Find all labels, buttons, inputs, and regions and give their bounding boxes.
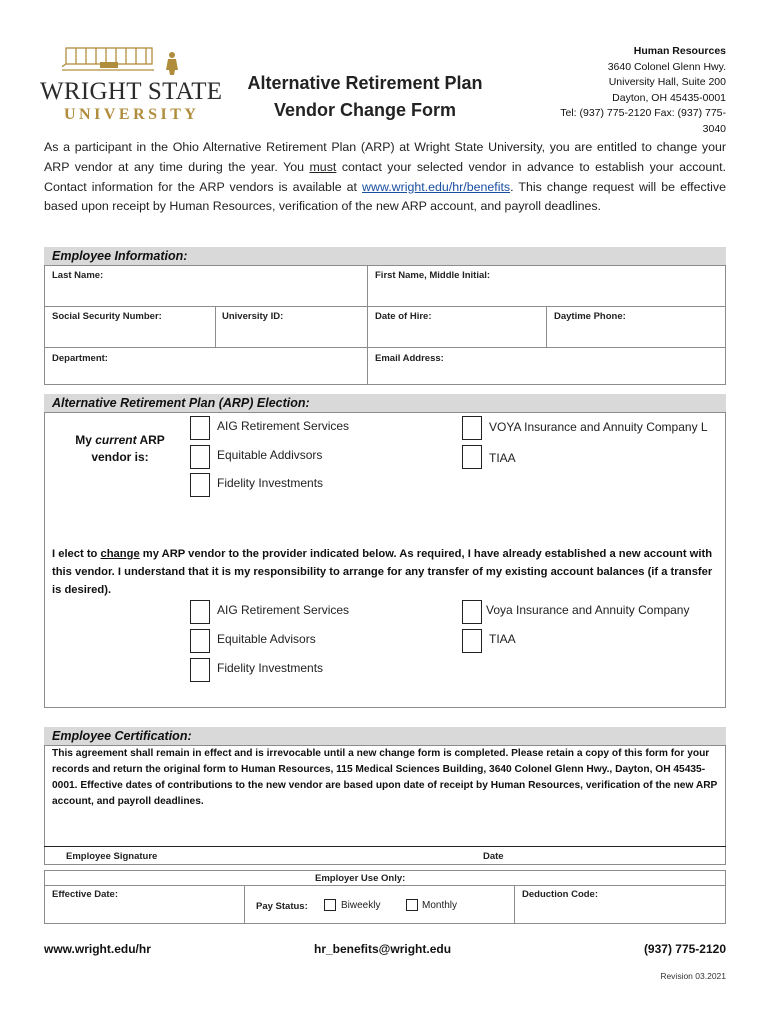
pay-status-label: Pay Status: [256,901,308,912]
date-of-hire-field[interactable]: Date of Hire: [375,311,432,322]
change-text-1: I elect to [52,548,101,560]
footer-phone: (937) 775-2120 [643,942,726,956]
divider [44,885,726,886]
current-vendor-label [56,432,184,466]
new-voya-label: Voya Insurance and Annuity Company [486,603,690,617]
current-equitable-checkbox[interactable] [190,445,210,469]
hr-street: 3640 Colonel Glenn Hwy. [607,60,726,73]
ssn-field[interactable]: Social Security Number: [52,311,162,322]
revision-label: Revision 03.2021 [660,971,726,981]
current-fidelity-label: Fidelity Investments [217,476,324,490]
hr-address-block [486,44,726,138]
current-post: ARP [136,433,165,447]
biweekly-checkbox[interactable] [324,899,336,911]
divider [244,885,245,924]
change-text-2: my ARP vendor to the provider indicated below. As required, I have already established a new account with this vendor. I understand that it is my responsibility to arrange for any transfer of my existing account balances (if a transfer is desired). [52,548,713,596]
footer-website[interactable]: www.wright.edu/hr [44,942,151,956]
first-name-field[interactable]: First Name, Middle Initial: [375,270,491,281]
hr-phone-fax: Tel: (937) 775-2120 Fax: (937) 775- [560,107,726,120]
employee-info-box [44,265,726,385]
employee-info-heading: Employee Information: [44,247,726,265]
current-pre: My [75,433,96,447]
new-aig-checkbox[interactable] [190,600,210,624]
current-em: current [95,433,137,447]
intro-paragraph [44,138,726,217]
hr-name: Human Resources [633,45,726,57]
new-equitable-checkbox[interactable] [190,629,210,653]
current-fidelity-checkbox[interactable] [190,473,210,497]
title-line-1: Alternative Retirement Plan [247,73,483,93]
last-name-field[interactable]: Last Name: [52,270,104,281]
new-equitable-label: Equitable Advisors [217,632,316,646]
daytime-phone-field[interactable]: Daytime Phone: [554,311,626,322]
current-tiaa-checkbox[interactable] [462,445,482,469]
hr-fax-cont: 3040 [702,122,726,135]
deduction-code-field[interactable]: Deduction Code: [522,889,598,900]
footer-email[interactable]: hr_benefits@wright.edu [314,942,452,956]
change-word: change [100,548,140,560]
certification-text: This agreement shall remain in effect and is irrevocable until a new change form is completed. Please retain a copy of this form for your records and return the original form to Human Resources, 115 Medical Sciences Building, 3640 Colonel Glenn Hwy., Dayton, OH 45435-0001. Effective dates of contributions to the new vendor are based upon date of receipt by Human Resources, verification of the new ARP account, and payroll deadlines. [52,748,718,807]
hr-city: Dayton, OH 45435-0001 [612,91,726,104]
change-statement [52,545,722,599]
divider [546,306,547,347]
current-aig-label: AIG Retirement Services [217,419,350,433]
current-voya-label: VOYA Insurance and Annuity Company L [489,420,708,434]
employee-signature-field[interactable]: Employee Signature [66,851,158,862]
divider [514,885,515,924]
wright-flyer-icon [62,42,192,76]
certification-heading: Employee Certification: [44,727,726,745]
divider [367,265,368,385]
current-aig-checkbox[interactable] [190,416,210,440]
new-fidelity-checkbox[interactable] [190,658,210,682]
signature-date-field[interactable]: Date [483,851,504,862]
department-field[interactable]: Department: [52,353,108,364]
logo-wordmark: WRIGHT STATE [40,78,223,105]
logo-university: UNIVERSITY [64,106,200,123]
signature-line [44,846,726,847]
effective-date-field[interactable]: Effective Date: [52,889,118,900]
title-line-2: Vendor Change Form [273,100,457,120]
monthly-label: Monthly [422,900,458,911]
new-aig-label: AIG Retirement Services [217,603,350,617]
university-id-field[interactable]: University ID: [222,311,284,322]
wright-state-logo [40,42,223,126]
current-tiaa-label: TIAA [489,451,516,465]
new-voya-checkbox[interactable] [462,600,482,624]
intro-must: must [309,159,337,174]
biweekly-label: Biweekly [341,900,381,911]
benefits-link[interactable]: www.wright.edu/hr/benefits [362,179,511,194]
new-tiaa-label: TIAA [489,632,516,646]
employer-heading: Employer Use Only: [315,873,406,884]
intro-text-3: . This change request will be effective based upon receipt by Human Resources, verification of the new ARP account, and payroll deadlines. [44,179,726,214]
divider [44,306,726,307]
election-heading: Alternative Retirement Plan (ARP) Election: [44,394,726,412]
current-line2: vendor is: [91,450,149,464]
page-title [232,70,498,124]
divider [44,347,726,348]
email-field[interactable]: Email Address: [375,353,444,364]
current-voya-checkbox[interactable] [462,416,482,440]
hr-building: University Hall, Suite 200 [608,76,726,89]
new-tiaa-checkbox[interactable] [462,629,482,653]
divider [215,306,216,347]
monthly-checkbox[interactable] [406,899,418,911]
new-fidelity-label: Fidelity Investments [217,661,324,675]
intro-text-2: contact your selected vendor in advance to establish your account. Contact information for the ARP vendors is available at [44,159,726,194]
intro-text-1: As a participant in the Ohio Alternative Retirement Plan (ARP) at Wright State University, you are entitled to change your ARP vendor at any time during the year. You [44,140,726,174]
current-equitable-label: Equitable Addivsors [217,448,323,462]
